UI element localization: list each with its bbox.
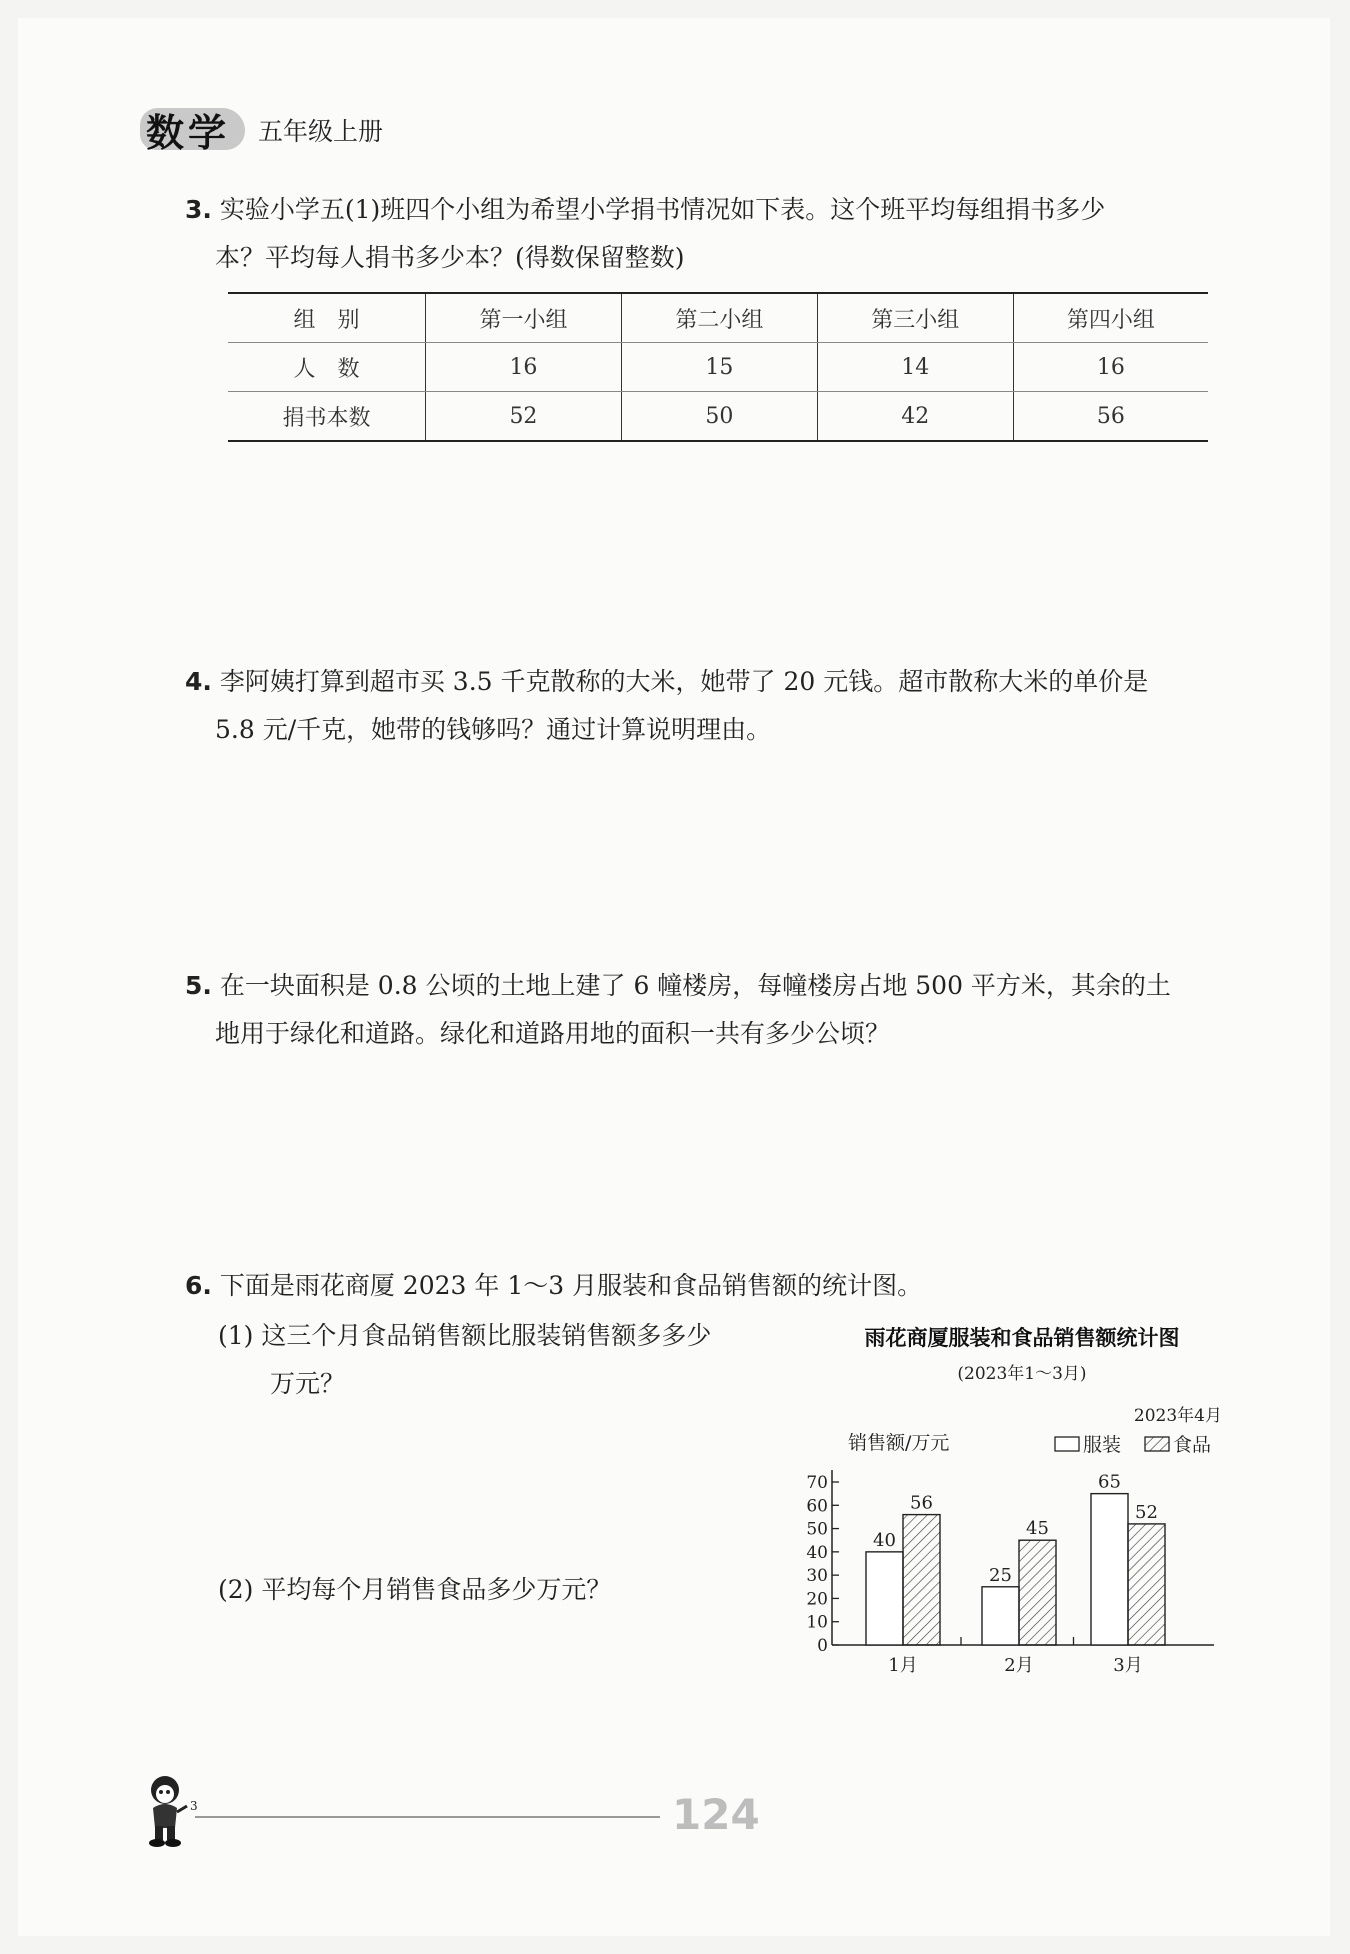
bar-value-label: 65 bbox=[1098, 1471, 1121, 1493]
question-3 bbox=[185, 186, 1225, 282]
legend-label: 食品 bbox=[1173, 1434, 1212, 1456]
table-header-row bbox=[228, 293, 1208, 343]
y-tick-label: 50 bbox=[806, 1519, 828, 1540]
bar bbox=[1091, 1494, 1128, 1645]
question-text: 在一块面积是 0.8 公顷的土地上建了 6 幢楼房，每幢楼房占地 500 平方米，其余的土 bbox=[219, 971, 1171, 1000]
mascot-digit: 3 bbox=[190, 1799, 198, 1813]
part-1-line2: 万元？ bbox=[270, 1369, 346, 1398]
chart-title: 雨花商厦服装和食品销售额统计图 bbox=[864, 1326, 1180, 1350]
bar-value-label: 40 bbox=[873, 1529, 896, 1551]
y-tick-label: 0 bbox=[817, 1636, 828, 1656]
chart-date: 2023年4月 bbox=[1133, 1406, 1222, 1426]
y-tick-label: 60 bbox=[806, 1496, 828, 1517]
bar bbox=[982, 1587, 1019, 1645]
question-4 bbox=[185, 658, 1225, 754]
page-header bbox=[140, 100, 440, 160]
footer-line bbox=[195, 1816, 660, 1818]
table-cell: 14 bbox=[817, 343, 1013, 392]
mascot-icon bbox=[135, 1770, 205, 1850]
question-6 bbox=[185, 1262, 1225, 1310]
question-5-line1 bbox=[185, 962, 1225, 1010]
question-6-line1 bbox=[185, 1262, 1225, 1310]
part-1-line1: (1) 这三个月食品销售额比服装销售额多多少 bbox=[218, 1321, 712, 1350]
bar-value-label: 25 bbox=[989, 1564, 1012, 1586]
bar bbox=[1128, 1524, 1165, 1645]
bar bbox=[1019, 1540, 1056, 1645]
question-6-part-2: (2) 平均每个月销售食品多少万元？ bbox=[218, 1575, 612, 1604]
chart-legend bbox=[1055, 1434, 1211, 1456]
sales-bar-chart bbox=[800, 1325, 1240, 1705]
question-6-part-1 bbox=[218, 1312, 711, 1408]
table-cell: 52 bbox=[426, 392, 622, 442]
question-number: 4. bbox=[185, 667, 212, 696]
table-cell: 第二小组 bbox=[621, 293, 817, 343]
legend-label: 服装 bbox=[1083, 1434, 1122, 1456]
chart-subtitle: (2023年1～3月) bbox=[957, 1364, 1087, 1384]
table-cell: 第三小组 bbox=[817, 293, 1013, 343]
table-row bbox=[228, 343, 1208, 392]
question-3-line1 bbox=[185, 186, 1225, 234]
question-number: 5. bbox=[185, 971, 212, 1000]
legend-swatch bbox=[1145, 1437, 1169, 1451]
question-text: 下面是雨花商厦 2023 年 1～3 月服装和食品销售额的统计图。 bbox=[219, 1271, 923, 1300]
donation-table bbox=[228, 292, 1208, 442]
table-cell: 16 bbox=[1013, 343, 1208, 392]
question-number: 6. bbox=[185, 1271, 212, 1300]
y-tick-label: 30 bbox=[806, 1566, 828, 1587]
question-5-line2: 地用于绿化和道路。绿化和道路用地的面积一共有多少公顷？ bbox=[215, 1019, 891, 1048]
table-cell: 组 别 bbox=[228, 293, 426, 343]
table-cell: 人 数 bbox=[228, 343, 426, 392]
question-text: 李阿姨打算到超市买 3.5 千克散称的大米，她带了 20 元钱。超市散称大米的单价是 bbox=[219, 667, 1149, 696]
y-tick-label: 70 bbox=[806, 1473, 828, 1493]
table-row bbox=[228, 392, 1208, 442]
question-text: 实验小学五(1)班四个小组为希望小学捐书情况如下表。这个班平均每组捐书多少 bbox=[219, 195, 1106, 224]
y-tick-label: 10 bbox=[806, 1612, 828, 1633]
bar-value-label: 45 bbox=[1026, 1518, 1049, 1540]
bar bbox=[903, 1515, 940, 1645]
chart-ylabel: 销售额/万元 bbox=[848, 1432, 950, 1454]
question-number: 3. bbox=[185, 195, 212, 224]
legend-swatch bbox=[1055, 1437, 1079, 1451]
bar bbox=[866, 1552, 903, 1645]
question-4-line2: 5.8 元/千克，她带的钱够吗？通过计算说明理由。 bbox=[215, 715, 772, 744]
x-tick-label: 1月 bbox=[888, 1655, 918, 1676]
table-cell: 第一小组 bbox=[426, 293, 622, 343]
x-tick-label: 3月 bbox=[1113, 1655, 1143, 1676]
y-tick-label: 20 bbox=[806, 1589, 828, 1610]
subject-title: 数学 bbox=[146, 111, 231, 155]
bar-value-label: 52 bbox=[1135, 1501, 1158, 1523]
x-tick-label: 2月 bbox=[1004, 1655, 1034, 1676]
table-cell: 42 bbox=[817, 392, 1013, 442]
table-cell: 第四小组 bbox=[1013, 293, 1208, 343]
table-cell: 16 bbox=[426, 343, 622, 392]
y-tick-label: 40 bbox=[806, 1542, 828, 1563]
chart-bars bbox=[866, 1472, 1165, 1676]
bar-value-label: 56 bbox=[910, 1492, 933, 1514]
page-number: 124 bbox=[672, 1790, 760, 1839]
question-3-line2: 本？平均每人捐书多少本？(得数保留整数) bbox=[215, 243, 685, 272]
table-cell: 捐书本数 bbox=[228, 392, 426, 442]
question-5 bbox=[185, 962, 1225, 1058]
table-cell: 50 bbox=[621, 392, 817, 442]
grade-label: 五年级上册 bbox=[258, 117, 384, 146]
question-4-line1 bbox=[185, 658, 1225, 706]
table-cell: 56 bbox=[1013, 392, 1208, 442]
table-cell: 15 bbox=[621, 343, 817, 392]
